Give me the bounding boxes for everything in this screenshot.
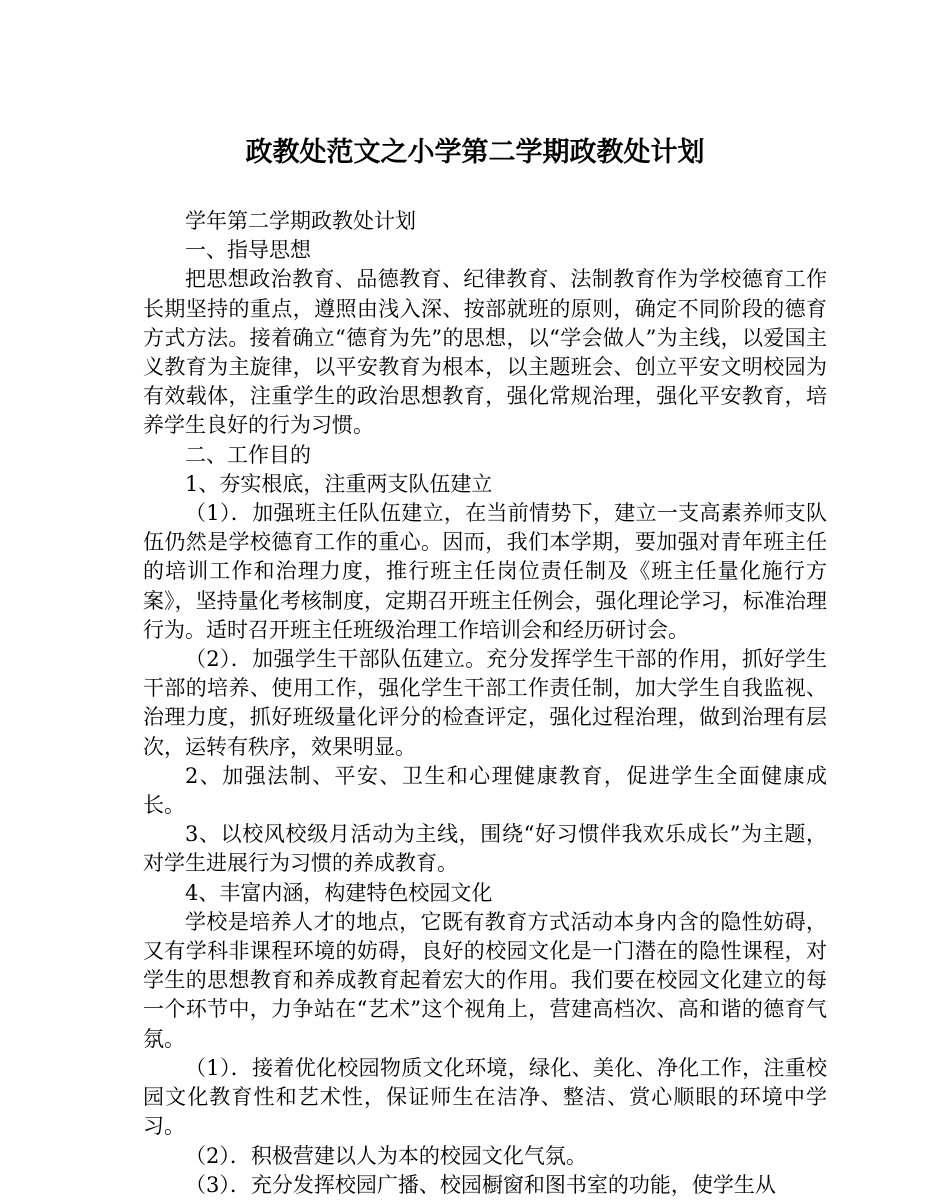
paragraph: （2）．加强学生干部队伍建立。充分发挥学生干部的作用，抓好学生干部的培养、使用工作，强化学生干部工作责任制，加大学生自我监视、治理力度，抓好班级量化评分的检查评定，强化过程治理，做到治理有层次，运转有秩序，效果明显。 <box>143 647 827 759</box>
paragraph: （2）．积极营建以人为本的校园文化气氛。 <box>185 1143 587 1168</box>
section-heading-guiding-ideology: 一、指导思想 <box>185 238 311 263</box>
paragraph-subtitle: 学年第二学期政教处计划 <box>185 209 416 233</box>
document-body <box>143 207 827 1200</box>
paragraph: 把思想政治教育、品德教育、纪律教育、法制教育作为学校德育工作长期坚持的重点，遵照由浅入深、按部就班的原则，确定不同阶段的德育方式方法。接着确立“德育为先”的思想，以“学会做人”为主线，以爱国主义教育为主旋律，以平安教育为根本，以主题班会、创立平安文明校园为有效载体，注重学生的政治思想教育，强化常规治理，强化平安教育，培养学生良好的行为习惯。 <box>143 267 827 438</box>
subsection-heading: 2、加强法制、平安、卫生和心理健康教育，促进学生全面健康成长。 <box>143 763 827 818</box>
paragraph: （3）．充分发挥校园广播、校园橱窗和图书室的功能，使学生从 <box>185 1172 776 1197</box>
subsection-heading: 3、以校风校级月活动为主线，围绕“好习惯伴我欢乐成长”为主题，对学生进展行为习惯的养成教育。 <box>143 822 827 876</box>
section-heading-work-goals: 二、工作目的 <box>185 442 311 467</box>
subsection-heading: 1、夯实根底，注重两支队伍建立 <box>185 471 493 496</box>
paragraph: （1）．加强班主任队伍建立，在当前情势下，建立一支高素养师支队伍仍然是学校德育工作的重心。因而，我们本学期，要加强对青年班主任的培训工作和治理力度，推行班主任岗位责任制及《班主任量化施行方案》，坚持量化考核制度，定期召开班主任例会，强化理论学习，标准治理行为。适时召开班主任班级治理工作培训会和经历研讨会。 <box>143 501 827 642</box>
subsection-heading: 4、丰富内涵，构建特色校园文化 <box>185 880 493 905</box>
paragraph: （1）．接着优化校园物质文化环境，绿化、美化、净化工作，注重校园文化教育性和艺术性，保证师生在洁净、整洁、赏心顺眼的环境中学习。 <box>143 1055 827 1139</box>
document-title: 政教处范文之小学第二学期政教处计划 <box>245 137 705 168</box>
paragraph: 学校是培养人才的地点，它既有教育方式活动本身内含的隐性妨碍，又有学科非课程环境的妨碍，良好的校园文化是一门潜在的隐性课程，对学生的思想教育和养成教育起着宏大的作用。我们要在校园文化建立的每一个环节中，力争站在“艺术”这个视角上，营建高档次、高和谐的德育气氛。 <box>143 909 827 1051</box>
